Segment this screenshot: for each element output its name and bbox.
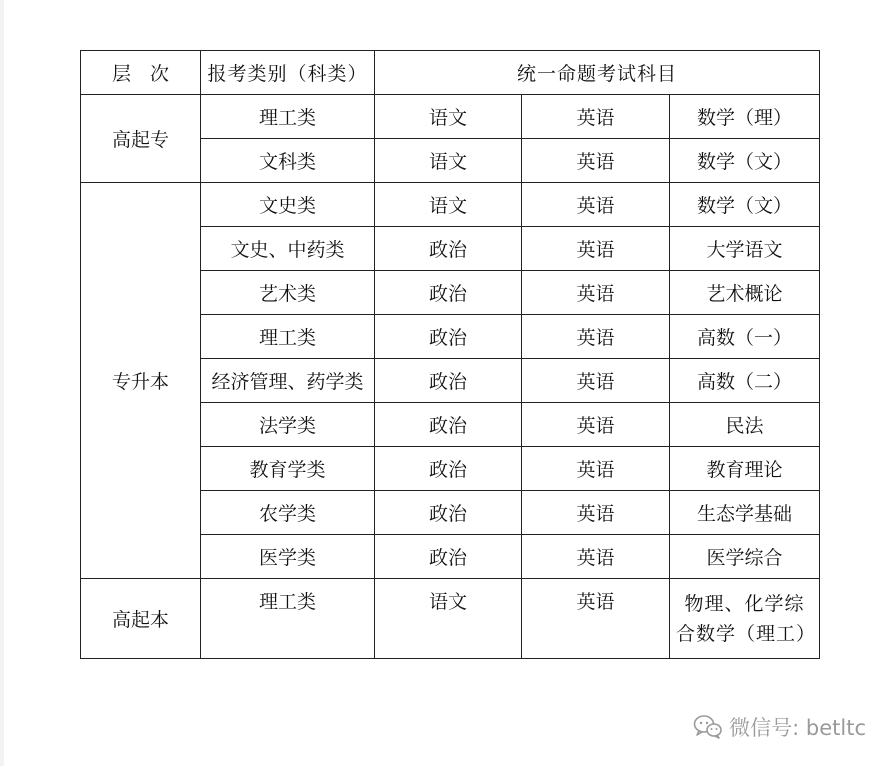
subject-cell: 语文 <box>375 579 522 659</box>
wechat-watermark <box>693 712 866 742</box>
subject-cell: 政治 <box>375 227 522 271</box>
watermark-text: 微信号: betltc <box>729 716 866 740</box>
level-cell: 专升本 <box>81 183 201 579</box>
subject-cell: 英语 <box>522 359 670 403</box>
subject-cell: 物理、化学综合数学（理工） <box>670 579 820 659</box>
subject-cell: 英语 <box>522 95 670 139</box>
level-cell: 高起专 <box>81 95 201 183</box>
header-row <box>81 51 820 95</box>
subject-cell: 医学综合 <box>670 535 820 579</box>
subject-cell: 英语 <box>522 403 670 447</box>
subject-cell: 数学（理） <box>670 95 820 139</box>
subject-cell: 生态学基础 <box>670 491 820 535</box>
subject-cell: 政治 <box>375 447 522 491</box>
header-subjects: 统一命题考试科目 <box>375 51 820 95</box>
category-cell: 文科类 <box>201 139 375 183</box>
category-cell: 理工类 <box>201 579 375 659</box>
subject-cell: 政治 <box>375 491 522 535</box>
category-cell: 医学类 <box>201 535 375 579</box>
category-cell: 理工类 <box>201 95 375 139</box>
category-cell: 艺术类 <box>201 271 375 315</box>
subject-cell: 政治 <box>375 535 522 579</box>
subject-cell: 英语 <box>522 315 670 359</box>
subject-cell: 政治 <box>375 359 522 403</box>
category-cell: 文史、中药类 <box>201 227 375 271</box>
subject-cell: 政治 <box>375 271 522 315</box>
subject-cell: 英语 <box>522 447 670 491</box>
subject-cell: 大学语文 <box>670 227 820 271</box>
subject-cell: 英语 <box>522 535 670 579</box>
category-cell: 经济管理、药学类 <box>201 359 375 403</box>
table-row <box>81 95 820 139</box>
subject-cell: 语文 <box>375 139 522 183</box>
category-cell: 法学类 <box>201 403 375 447</box>
subject-cell: 英语 <box>522 183 670 227</box>
page-edge <box>0 0 4 766</box>
subject-cell: 英语 <box>522 139 670 183</box>
wechat-icon <box>693 714 723 740</box>
subject-cell: 英语 <box>522 271 670 315</box>
category-cell: 农学类 <box>201 491 375 535</box>
subject-cell: 政治 <box>375 315 522 359</box>
table-row <box>81 183 820 227</box>
subject-cell: 英语 <box>522 491 670 535</box>
subject-cell: 英语 <box>522 579 670 659</box>
subject-cell: 语文 <box>375 95 522 139</box>
subject-cell: 高数（二） <box>670 359 820 403</box>
subject-cell: 政治 <box>375 403 522 447</box>
subject-cell: 数学（文） <box>670 139 820 183</box>
header-level: 层 次 <box>81 51 201 95</box>
subject-cell: 语文 <box>375 183 522 227</box>
subject-cell: 英语 <box>522 227 670 271</box>
subject-cell: 艺术概论 <box>670 271 820 315</box>
subject-cell: 教育理论 <box>670 447 820 491</box>
exam-subjects-table <box>80 50 820 659</box>
level-cell: 高起本 <box>81 579 201 659</box>
subject-cell: 民法 <box>670 403 820 447</box>
subject-cell: 高数（一） <box>670 315 820 359</box>
header-category: 报考类别（科类） <box>201 51 375 95</box>
table-row <box>81 579 820 659</box>
category-cell: 教育学类 <box>201 447 375 491</box>
subject-cell: 数学（文） <box>670 183 820 227</box>
category-cell: 理工类 <box>201 315 375 359</box>
category-cell: 文史类 <box>201 183 375 227</box>
